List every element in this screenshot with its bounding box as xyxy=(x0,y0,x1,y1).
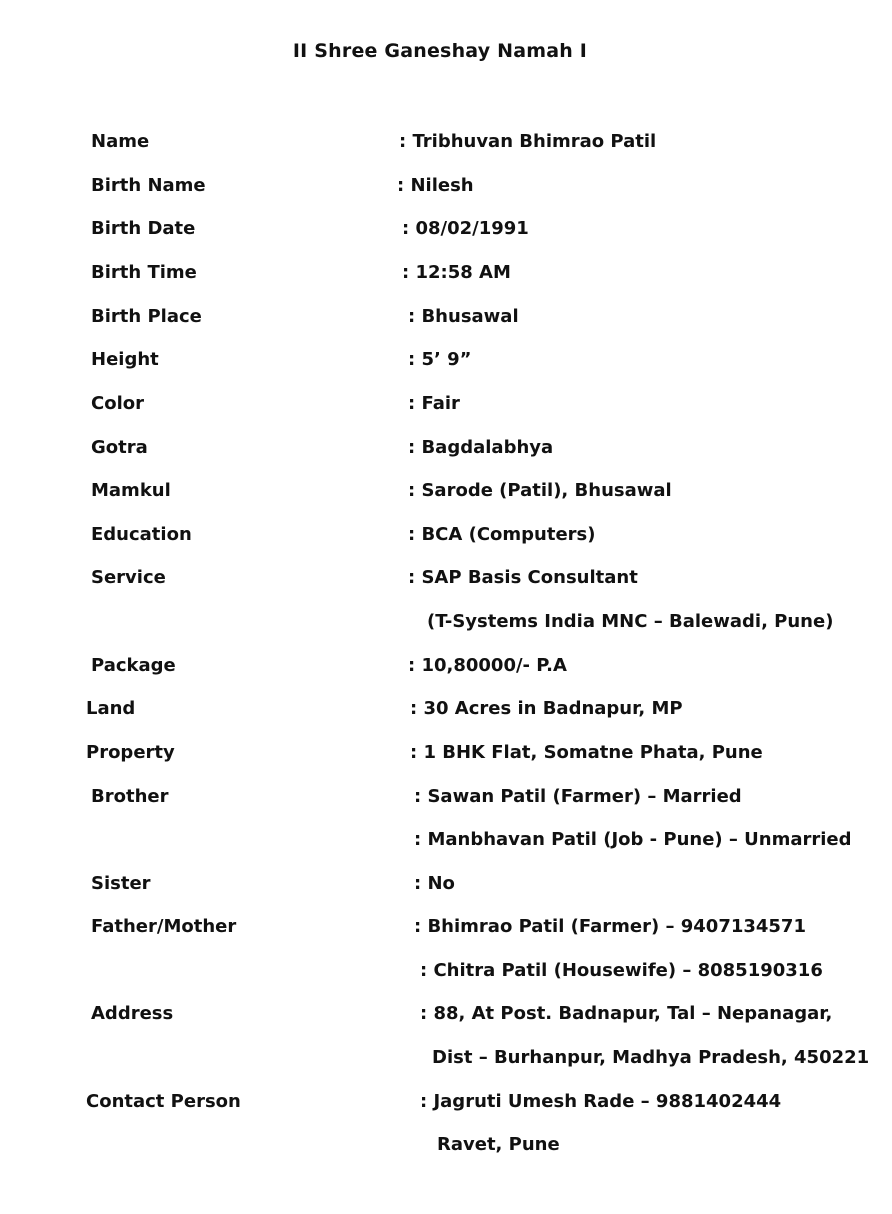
field-value: (T-Systems India MNC – Balewadi, Pune) xyxy=(427,611,834,632)
field-row xyxy=(0,960,892,986)
field-label: Color xyxy=(91,393,144,414)
field-label: Birth Time xyxy=(91,262,197,283)
field-label: Birth Place xyxy=(91,306,202,327)
field-row xyxy=(0,393,892,419)
field-row xyxy=(0,306,892,332)
field-value: : 12:58 AM xyxy=(402,262,511,283)
field-row xyxy=(0,655,892,681)
field-value: : Chitra Patil (Housewife) – 8085190316 xyxy=(420,960,823,981)
page-title: II Shree Ganeshay Namah I xyxy=(292,40,588,62)
field-row xyxy=(0,524,892,550)
field-value: : Bhimrao Patil (Farmer) – 9407134571 xyxy=(414,916,806,937)
field-row xyxy=(0,349,892,375)
field-label: Mamkul xyxy=(91,480,171,501)
field-value: : Nilesh xyxy=(397,175,474,196)
field-value: : Sawan Patil (Farmer) – Married xyxy=(414,786,742,807)
field-label: Gotra xyxy=(91,437,148,458)
field-value: : 1 BHK Flat, Somatne Phata, Pune xyxy=(410,742,763,763)
field-label: Land xyxy=(86,698,136,719)
field-label: Service xyxy=(91,567,166,588)
field-label: Education xyxy=(91,524,192,545)
field-value: : Tribhuvan Bhimrao Patil xyxy=(399,131,657,152)
field-row xyxy=(0,916,892,942)
field-value: : Fair xyxy=(408,393,460,414)
field-label: Name xyxy=(91,131,150,152)
field-label: Address xyxy=(91,1003,174,1024)
field-row xyxy=(0,567,892,593)
field-label: Property xyxy=(86,742,175,763)
field-value: : No xyxy=(414,873,455,894)
field-label: Birth Date xyxy=(91,218,196,239)
field-row xyxy=(0,1003,892,1029)
field-label: Birth Name xyxy=(91,175,206,196)
field-row xyxy=(0,1134,892,1160)
field-row xyxy=(0,437,892,463)
field-row xyxy=(0,829,892,855)
field-label: Package xyxy=(91,655,176,676)
field-value: : Bhusawal xyxy=(408,306,519,327)
field-row xyxy=(0,480,892,506)
field-value: Dist – Burhanpur, Madhya Pradesh, 450221 xyxy=(432,1047,870,1068)
field-row xyxy=(0,131,892,157)
field-label: Father/Mother xyxy=(91,916,237,937)
field-row xyxy=(0,786,892,812)
field-row xyxy=(0,698,892,724)
field-value: Ravet, Pune xyxy=(437,1134,560,1155)
field-value: : 5’ 9” xyxy=(408,349,472,370)
field-row xyxy=(0,262,892,288)
field-value: : Sarode (Patil), Bhusawal xyxy=(408,480,672,501)
field-value: : Manbhavan Patil (Job - Pune) – Unmarried xyxy=(414,829,852,850)
field-label: Brother xyxy=(91,786,169,807)
field-row xyxy=(0,1047,892,1073)
field-row xyxy=(0,1091,892,1117)
field-value: : SAP Basis Consultant xyxy=(408,567,638,588)
field-row xyxy=(0,873,892,899)
field-value: : 88, At Post. Badnapur, Tal – Nepanagar, xyxy=(420,1003,833,1024)
field-value: : 30 Acres in Badnapur, MP xyxy=(410,698,683,719)
field-value: : Jagruti Umesh Rade – 9881402444 xyxy=(420,1091,782,1112)
field-label: Height xyxy=(91,349,159,370)
field-value: : 10,80000/- P.A xyxy=(408,655,567,676)
field-row xyxy=(0,742,892,768)
field-label: Sister xyxy=(91,873,151,894)
field-row xyxy=(0,611,892,637)
field-row xyxy=(0,218,892,244)
field-row xyxy=(0,175,892,201)
field-value: : BCA (Computers) xyxy=(408,524,596,545)
field-label: Contact Person xyxy=(86,1091,241,1112)
field-value: : Bagdalabhya xyxy=(408,437,554,458)
field-value: : 08/02/1991 xyxy=(402,218,529,239)
